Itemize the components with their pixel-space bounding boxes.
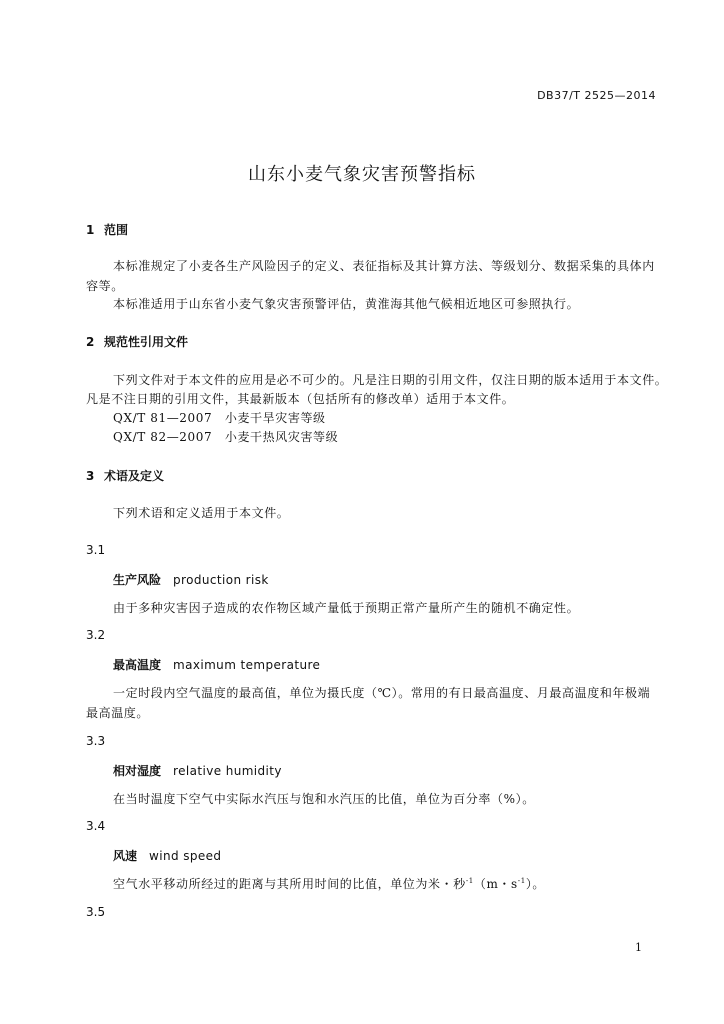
section-1-paragraph-1-line-2: 容等。: [86, 279, 124, 293]
term-number: 3.2: [86, 628, 106, 642]
term-heading: [113, 656, 320, 673]
section-1-title: 范围: [104, 223, 129, 237]
document-title: 山东小麦气象灾害预警指标: [248, 164, 476, 185]
page-number: 1: [635, 941, 642, 954]
term-chinese: 最高温度: [113, 658, 162, 672]
section-2-paragraph-line-2: 凡是不注日期的引用文件，其最新版本（包括所有的修改单）适用于本文件。: [86, 392, 515, 406]
term-heading: [113, 847, 221, 864]
definition-text: ）。: [525, 877, 546, 891]
document-code: DB37/T 2525—2014: [537, 89, 656, 102]
term-heading: [113, 571, 269, 588]
section-3-title: 术语及定义: [104, 469, 165, 483]
definition-text: （m・s: [473, 877, 518, 891]
term-number: 3.4: [86, 819, 106, 833]
reference-item: QX/T 81—2007 小麦干旱灾害等级: [113, 411, 326, 425]
term-number: 3.5: [86, 905, 106, 919]
section-2-paragraph-line-1: 下列文件对于本文件的应用是必不可少的。凡是注日期的引用文件，仅注日期的版本适用于本文件。: [113, 373, 668, 387]
section-1-number: 1: [86, 223, 95, 237]
term-definition-line-2: 最高温度。: [86, 706, 150, 720]
term-number: 3.3: [86, 734, 106, 748]
term-english: relative humidity: [173, 764, 282, 778]
term-chinese: 风速: [113, 849, 138, 863]
section-3-heading: [86, 467, 164, 484]
term-definition: 由于多种灾害因子造成的农作物区域产量低于预期正常产量所产生的随机不确定性。: [113, 601, 580, 615]
term-definition-line-1: 一定时段内空气温度的最高值，单位为摄氏度（℃）。常用的有日最高温度、月最高温度和年极端: [113, 686, 651, 700]
term-heading: [113, 762, 282, 779]
section-2-heading: [86, 333, 188, 350]
term-definition: 在当时温度下空气中实际水汽压与饱和水汽压的比值，单位为百分率（%）。: [113, 792, 535, 806]
section-3-intro: 下列术语和定义适用于本文件。: [113, 506, 290, 520]
section-1-paragraph-2: 本标准适用于山东省小麦气象灾害预警评估，黄淮海其他气候相近地区可参照执行。: [113, 297, 580, 311]
term-english: production risk: [173, 573, 269, 587]
section-2-number: 2: [86, 335, 95, 349]
term-number: 3.1: [86, 543, 106, 557]
section-2-title: 规范性引用文件: [104, 335, 189, 349]
term-chinese: 生产风险: [113, 573, 162, 587]
section-3-number: 3: [86, 469, 95, 483]
term-definition: [113, 875, 545, 892]
reference-item: QX/T 82—2007 小麦干热风灾害等级: [113, 430, 339, 444]
section-1-paragraph-1-line-1: 本标准规定了小麦各生产风险因子的定义、表征指标及其计算方法、等级划分、数据采集的具体内: [113, 259, 655, 273]
definition-text: 空气水平移动所经过的距离与其所用时间的比值，单位为米・秒: [113, 877, 466, 891]
term-english: wind speed: [149, 849, 222, 863]
superscript: -1: [465, 877, 474, 885]
section-1-heading: [86, 221, 128, 238]
term-chinese: 相对湿度: [113, 764, 162, 778]
term-english: maximum temperature: [173, 658, 321, 672]
superscript: -1: [517, 877, 526, 885]
